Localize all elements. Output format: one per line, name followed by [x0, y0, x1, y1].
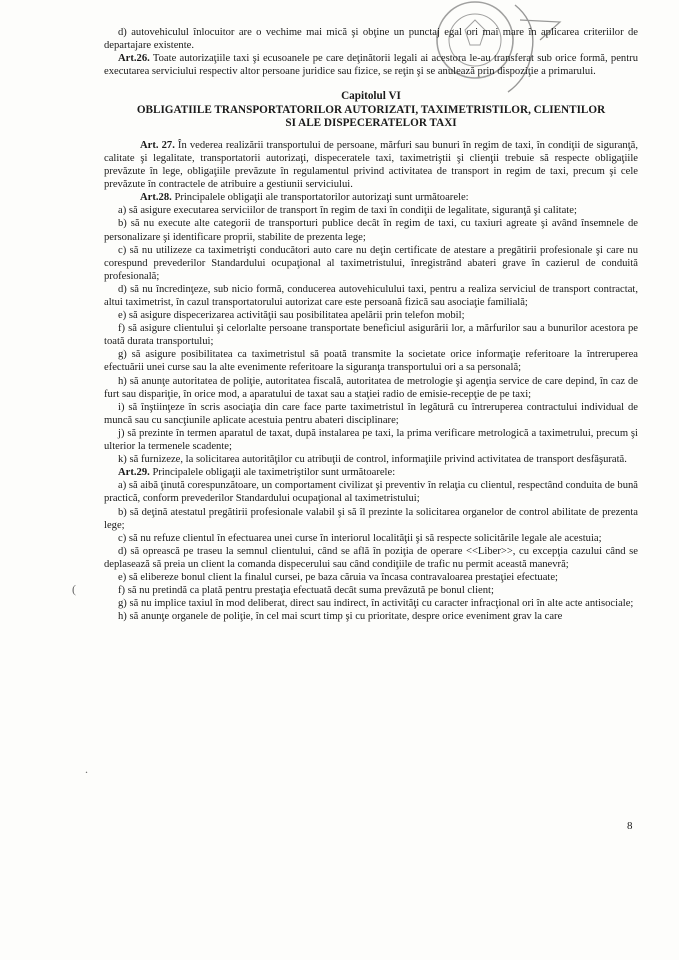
art29-item-h: h) să anunţe organele de poliţie, în cel mai scurt timp şi cu prioritate, despre orice eveniment grav la care	[118, 611, 563, 623]
art28-item-a: a) să asigure executarea serviciilor de transport în regim de taxi în condiţii de legalitate, siguranţă şi calitate;	[118, 205, 577, 217]
art28-item-k: k) să furnizeze, la solicitarea autorităţilor cu atribuţii de control, informaţiile privind activitatea de transport desfăşurată.	[118, 454, 627, 466]
article-28-text: Principalele obligaţii ale transportatorilor autorizaţi sunt următoarele:	[174, 192, 469, 204]
document-body	[104, 26, 638, 623]
chapter-subtitle-1: OBLIGATIILE TRANSPORTATORILOR AUTORIZATI, TAXIMETRISTILOR, CLIENTILOR	[136, 103, 606, 116]
article-29-label: Art.29.	[118, 467, 150, 479]
article-27	[104, 139, 638, 191]
article-28-label: Art.28.	[140, 192, 172, 204]
art28-item-e: e) să asigure dispecerizarea activităţii sau posibilitatea apelării prin telefon mobil;	[118, 310, 465, 322]
art29-item-b: b) să deţină atestatul pregătirii profesionale valabil şi să îl prezinte la solicitarea organelor de control abilitate de prezenta lege;	[104, 506, 638, 531]
art28-item-j: j) să prezinte în termen aparatul de taxat, după instalarea pe taxi, la prima verificare metrologică a taximetrului, precum şi ulterior la termenele scadente;	[104, 427, 638, 453]
article-26-text: Toate autorizaţiile taxi şi ecusoanele pe care deţinătorii legali ai acestora le-au transferat sub orice formă, pentru executarea serviciului respectiv altor persoane juridice sau fizice, se reţin şi se anulează prin dispoziţie a primarului.	[104, 53, 638, 78]
art28-item-b: b) să nu execute alte categorii de transporturi publice decât în regim de taxi, cu taxiuri agreate şi având însemnele de personalizare şi identificare proprii, stabilite de prezenta lege;	[104, 218, 638, 243]
art28-item-g: g) să asigure posibilitatea ca taximetristul să poată transmite la societate orice informaţie referitoare la întreruperea efectuării unei curse sau la alte evenimente referitoare la siguranţa transportului ori a sa personală;	[104, 349, 638, 374]
article-26	[104, 52, 638, 78]
art29-item-e: e) să elibereze bonul client la finalul cursei, pe baza căruia va încasa contravaloarea prestaţiei efectuate;	[118, 571, 558, 583]
art29-item-a: a) să aibă ţinută corespunzătoare, un comportament civilizat şi preventiv în relaţia cu clientul, respectând conduita de bună practică, conform prevederilor Standardului ocupaţional al taximetristului;	[104, 480, 638, 505]
art28-item-c: c) să nu utilizeze ca taximetrişti conducători auto care nu deţin certificate de atestare a pregătirii profesionale şi care nu corespund prevederilor Standardului ocupaţional al taximetristului, înregistrând abateri grave în cazierul de conduită profesională;	[104, 244, 638, 282]
paragraph-d-art25: d) autovehiculul înlocuitor are o vechime mai mică şi obţine un punctaj egal ori mai mare în aplicarea criteriilor de departajare existente.	[104, 27, 638, 52]
art28-item-d: d) să nu încredinţeze, sub nicio formă, conducerea autovehiculului taxi, pentru a realiza serviciul de transport contractat, altui taximetrist, în cazul transportatorului autorizat care este persoană fizică sau asociaţie familială;	[104, 283, 638, 308]
article-28	[104, 191, 638, 204]
art29-item-g: g) să nu implice taxiul în mod deliberat, direct sau indirect, în activităţi cu caracter infracţional ori în alte acte antisociale;	[118, 598, 634, 610]
article-27-label: Art. 27.	[140, 139, 175, 151]
chapter-heading	[104, 90, 638, 131]
art29-item-d: d) să oprească pe traseu la semnul clientului, când se află în poziţia de operare <<Liber>>, cu excepţia cazului când se deplasează să preia un client la comanda dispecerului sau când condiţiile de trafic nu permit această manevră;	[104, 545, 638, 570]
art28-item-f: f) să asigure clientului şi celorlalte persoane transportate beneficiul asigurării lor, a mărfurilor sau a bunurilor acestora pe toată durata transportului;	[104, 323, 638, 348]
article-29-text: Principalele obligaţii ale taximetriştilor sunt următoarele:	[152, 467, 396, 479]
chapter-title: Capitolul VI	[341, 90, 401, 103]
article-27-text: În vederea realizării transportului de persoane, mărfuri sau bunuri în regim de taxi, în condiţii de siguranţă, calitate şi legalitate, transportatorii autorizaţi, dispeceratele taxi, taximetriştii şi clienţii trebuie să respecte obligaţiile prevăzute în lege, obligaţiile prevăzute în regulamentul privind activitatea de transport in regim de taxi, precum şi cele prevăzute în contractele de atribuire a gestiunii serviciului.	[104, 139, 638, 191]
art29-item-c: c) să nu refuze clientul în efectuarea unei curse în interiorul localităţii şi să respecte solicitările legale ale acestuia;	[118, 532, 602, 544]
art28-item-h: h) să anunţe autoritatea de poliţie, autoritatea fiscală, autoritatea de metrologie şi agenţia service de care depind, în caz de furt sau dispariţie, în orice mod, a aparatului de taxat sau a staţiei radio de emisie-recepţie de pe taxi;	[104, 375, 638, 400]
art28-item-i: i) să înştiinţeze în scris asociaţia din care face parte taximetristul în legătură cu întreruperea contractului individual de muncă sau cu sancţiunile aplicate acestuia pentru abateri disciplinare;	[104, 401, 638, 426]
art29-item-f: f) să nu pretindă ca plată pentru prestaţia efectuată decât suma prevăzută pe bonul client;	[118, 585, 494, 597]
article-26-label: Art.26.	[118, 53, 150, 65]
article-29	[104, 466, 638, 479]
margin-scratch-mark: (	[72, 582, 76, 596]
page-number: 8	[627, 820, 633, 832]
chapter-subtitle-2: SI ALE DISPECERATELOR TAXI	[285, 117, 457, 130]
margin-scratch-mark-2: .	[85, 762, 88, 776]
